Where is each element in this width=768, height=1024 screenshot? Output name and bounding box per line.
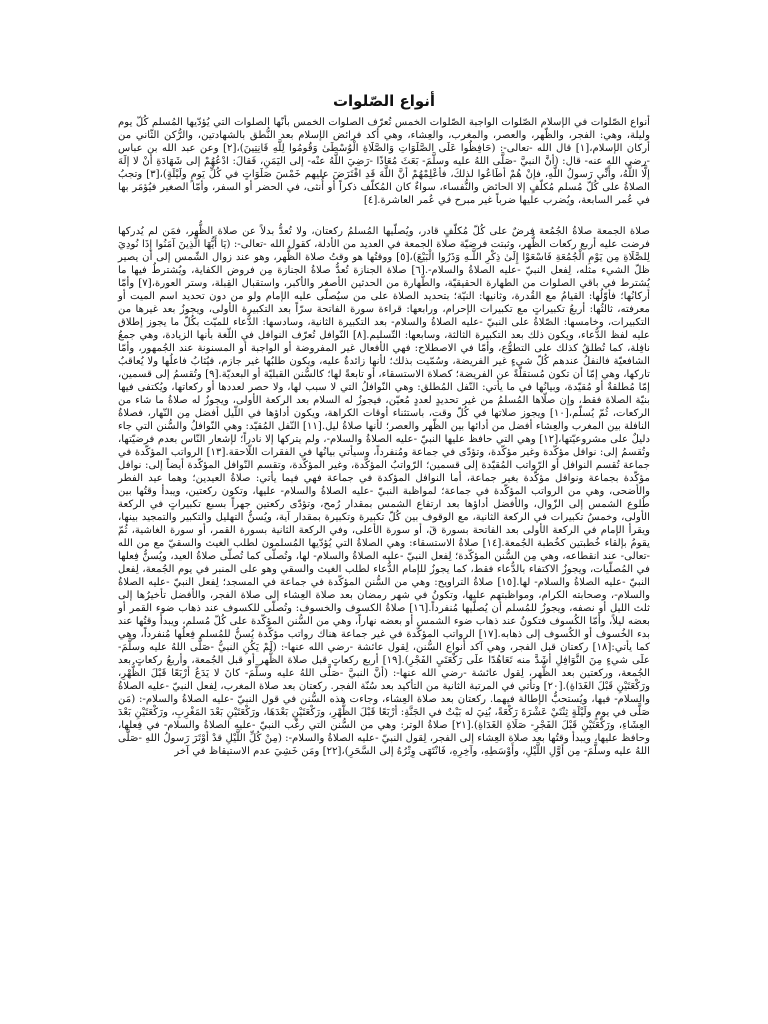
page-title: أنواع الصّلوات <box>332 92 436 110</box>
body-paragraph: صلاة الجمعة صلاةُ الجُمُعة فرضٌ على كُلّ مُكلّفٍ قادر، ويُصلّيها المُسلمُ ركعتان، ولا تُعدُّ بدلاً عن صلاة الظُّهر، فمَن لم يُدركها فرضت عليه أربع ركعات الظُّهر، وثبتت فرضيّة صلاة الجمعة في العديد من الأدلة، كقول الله -تعالى-: (يَا أَيُّهَا الَّذِينَ آمَنُوا إِذَا نُودِيَ لِلصَّلَاةِ مِن يَوْمِ الْجُمُعَةِ فَاسْعَوْا إِلَىٰ ذِكْرِ اللَّـهِ وَذَرُوا الْبَيْعَ)،[٥] ووقتُها هو وقتُ صلاة الظُّهر، وهو عند زوال الشّمس إلى أن يصير ظلّ الشيء مثله، لِفعل النبيّ -عليه الصلاةُ والسلام-.[٦] صلاة الجنازة تُعدُّ صلاةُ الجنازة مِن فروض الكفاية، ويُشترطُ فيها ما يُشترط في باقي الصلوات من الطهارة الحقيقيّة، والطّهارة من الحدثين الأصغر والأكبر، واستقبال القِبلة، وستر العورة،[٧] وأمّا أركانُها؛ فأوّلُها: القيامُ مع القُدرة، وثانيها: النيّة؛ بتحديد الصلاة على من سيُصلّى عليه الإمام ولو من دون تحديد اسم الميت أو معرفته، ثالثُها: أربعُ تكبيراتٍ مع تكبيرات الإحرام، ورابعها: قراءة سورة الفاتحة سرّاً بعد التكبيرة الأولى، ويجوزُ بعد غيرها من التكبيرات، وخامسها: الصّلاةُ على النبيّ -عليه الصلاةُ والسلام- بعد التكبيرة الثانية، وسادسها: الدُّعاء للميّت بكُلّ ما يجوز إطلاق عليه لفظ الدُّعاء، ويكون ذلك بعد التكبيرة الثالثة، وسابعها: التّسليم.[٨] النّوافل تُعرّف النوافل في اللّغة بأنها الزيادة، وهي جمعُ نافِلة، كما تُطلقُ كذلك على التطوُّع، وأمّا في الاصطلاح: فهي الأفعال غير المفروضة أو الواجبة أو المسنونة عند الجُمهور، وأمّا الشافعيّة فالنفلُ عندهم كُلّ شيءٍ غير الفريضة، وسُمّيت بذلك؛ لأنها زائدةٌ عليه، ويكون طلبُها غير جازم، فيُثابُ فاعلُها ولا يُعاقبُ تاركها، وهي إمّا أن تكون مُستقلّةً عن الفريضة؛ كصلاة الاستسقاء، أو تابعةً لها؛ كالسُّنن القبليّة أو البعديّة.[٩] وتُقسمُ إلى قسمين، إمّا مُطلقةٌ أو مُقيّدة، وبيانُها في ما يأتي: النّفل المُطلق: وهي النّوافلُ التي لا سبب لها، ولا حصر لعددها أو ركعاتها، ويُكتفى فيها بنيّة الصلاة فقط، وإن صلّاها المُسلمُ من غير تحديدٍ لعددٍ مُعيّن، فيجوزُ له السلام بعد الركعة الأولى، ويجوزُ له صلاةُ ما شاء من الركعات، ثُمّ يُسلّم،[١٠] ويجوز صلاتها في كُلّ وقت، باستثناء أوقات الكراهة، ويكون أداؤها في اللّيل أفضل مِن النّهار، فصلاةُ النافلة بين المغرب والعِشاء أفضل من أدائها بين الظّهر والعصر؛ لأنها صلاةُ ليل.[١١] النّفل المُقيّد: وهي النّوافلُ والسُّنن التي جاء دليلٌ على مشروعيّتها،[١٢] وهي التي حافظ عليها النبيّ -عليه الصلاةُ والسلام-، ولم يتركها إلا نادراً؛ لإشعار النّاس بعدم فرضيّتها، وتُقسمُ إلى: نوافل مؤكّدة وغير مؤكّدة، وتؤدّى في جماعة ومُنفرداً، وسيأتي بيانُها في الفقرات اللّاحقة.[١٣] الرواتب المؤكّدة في جماعة تُقسم النوافل أو الرّواتب المُقيّدة إلى قسمين؛ الرّواتبُ المؤكّدة، وغير المؤكّدة، وتقسم النّوافل المؤكّدة أيضاً إلى: نوافل مؤكّدة بجماعة ونوافل مؤكّدة بغير جماعة، أما النوافل المؤكدة في جماعة فهي فيما يأتي: صلاةُ العيدين؛ وهما عيد الفطر والأضحى، وهي من الرواتب المؤكّدة في جماعة؛ لمواظبة النبيّ -عليه الصلاةُ والسلام- عليها، وتكون ركعتين، ويبدأ وقتُها بين طُلوع الشمس إلى الزّوال، والأفضل أداؤها بعد ارتفاع الشمس بمقدار رُمح، وتؤدّى ركعتين جهراً بسبع تكبيراتٍ في الركعة الأولى، وخمسُ تكبيرات في الركعة الثانية، مع الوقوف بين كُلّ تكبيرة وتكبيرة بمقدار آية، ويُسنُّ التهليل والتكبير والتمجيد بينها، ويقرأ الإمام في الركعة الأولى بعد الفاتحة بسورة قٓ، أو سورة الأعلى، وفي الركعة الثانية بسورة القمر، أو سورة الغاشية، ثُمّ يقومُ بإلقاء خُطبتين كخُطبة الجُمعة.[١٤] صلاةُ الاستسقاء: وهي الصلاةُ التي يُؤدّيها المُسلمون لطلب الغيث والسقيّ مع من الله -تعالى- عند انقطاعه، وهي مِن السُّنن المؤكّدة؛ لِفعل النبيّ -عليه الصلاةُ والسلام- لها، وتُصلّى كما تُصلّى صلاةُ العيد، ويُسنُّ فِعلها في المُصلّيات، ويجوزُ الاكتفاء بالدُّعاء فقط، كما يجوزُ للإمام الدُّعاء لطلب الغيث والسقي وهو على المنبر في يوم الجُمعة، لِفعل النبيّ -عليه الصلاةُ والسلام- لها.[١٥] صلاةُ التراويح: وهي من السُّنن المؤكّدة في جماعة في المسجد؛ لِفعل النبيّ -عليه الصلاةُ والسلام-، وصحابته الكرام، ومواظبتهم عليها، وتكونُ في شهر رمضان بعد صلاة العِشاء إلى صلاة الفجر، والأفضل تأخيرُها إلى ثلث الليل أو نصفه، ويجوزُ للمُسلم أن يُصلّيها مُنفرداً.[١٦] صلاةُ الكسوف والخسوف: وتُصلّى للكسوف عند ذهاب ضوء القمر أو بعضه ليلاً، وأمّا الكُسوف فتكونُ عند ذهاب ضوء الشمس أو بعضه نهاراً، وهي من السُّنن المؤكّدة على كُلّ مُسلم، ويبدأ وقتُها عند بدء الخُسوف أو الكُسوف إلى ذهابه.[١٧] الرواتب المؤكّدة في غير جماعة هناك رواتب مؤكّدة يُسنُّ للمُسلم فِعلُها مُنفرداً، وهي كما يأتي:[١٨] ركعتان قبل الفجر، وهي آكد أنواع السُّنن، لِقول عائشة -رضي الله عنها-: (لَمْ يَكُنِ النبيُّ -صَلَّى اللهُ عليه وسلَّمَ- علَى شيءٍ مِنَ النَّوَافِلِ أشَدَّ منه تَعَاهُدًا علَى رَكْعَتَيِ الفَجْرِ).[١٩] أربع ركعاتٍ قبل صلاة الظُّهر أو قبل الجُمعة، وأربعُ ركعاتٍ بعد الجُمعة، وركعتين بعد الظُّهر، لِقول عائشة -رضي الله عنها-: (أنَّ النبيَّ -صَلَّى اللهُ عليه وسلَّمَ- كانَ لا يَدَعُ أرْبَعًا قَبْلَ الظُّهْرِ، ورَكْعَتَيْنِ قَبْلَ الغَدَاةِ).[٢٠] وتأتي في المرتبة الثانية من التأكيد بعد سُنّة الفجر. ركعتان بعد صلاة المغرب، لِفعل النبيّ -عليه الصلاةُ والسلام- فيها، ويُستحبُّ الإطالة فيهما. ركعتان بعد صلاة العِشاء، وجاءت هذه السُّنن في قول النبيّ -عليه الصلاةُ والسلام-: (مَن صَلَّى في يومٍ ولَيْلَةٍ ثِنْتَيْ عَشْرَةَ رَكْعَةً، بُنِيَ له بَيْتٌ في الجَنَّةِ: أرْبَعًا قَبْلَ الظُّهْرِ، ورَكْعَتَيْنِ بَعْدَهَا، ورَكْعَتَيْنِ بَعْدَ المَغْرِبِ، ورَكْعَتَيْنِ بَعْدَ العِشَاءِ، ورَكْعَتَيْنِ قَبْلَ الفَجْرِ- صَلَاةِ الغَدَاةِ).[٢١] صلاةُ الوتر: وهي من السُّنن التي رغّب النبيّ -عليه الصلاةُ والسلام- في فِعلها، وحافظ عليها، ويبدأ وقتُها بعد صلاة العِشاء إلى الفجر، لِقول النبيّ -عليه الصلاةُ والسلام-: (مِنْ كُلِّ اللَّيْلِ قدْ أوْتَرَ رَسولُ اللهِ -صَلَّى اللهُ عليه وسلَّمَ- مِن أوَّلِ اللَّيْلِ، وأَوْسَطِهِ، وآخِرِهِ، فَانْتَهَى وِتْرُهُ إلى السَّحَرِ)،[٢٢] ومَن خَشِيَ عدم الاستيقاظ في آخر <box>118 226 651 757</box>
intro-paragraph: أنواع الصّلوات في الإسلام الصّلوات الواجبة الصّلوات الخمس تُعرّف الصلوات الخمس بأنّها الصلوات التي يُؤدّيها المُسلم كُلّ يوم وليلة، وهي: الفجر، والظّهر، والعصر، والمغرب، والعِشاء، وهي أكد فرائض الإسلام بعد النُّطق بالشهادتين، والرُّكن الثّاني من أركان الإسلام،[١] قال الله -تعالى-: (حَافِظُوا عَلَى الصَّلَوَاتِ وَالصَّلَاةِ الْوُسْطَىٰ وَقُومُوا لِلَّهِ قَانِتِينَ)،[٢] وعن عبد الله بن عباس -رضي الله عنه- قال: (أنَّ النبيَّ -صَلَّى اللهُ عليه وسلَّمَ- بَعَثَ مُعَاذًا -رَضِيَ اللَّهُ عنْه- إلى اليَمَنِ، فَقالَ: ادْعُهُمْ إلى شَهَادَةِ أنْ لا إلَهَ إلَّا اللَّهُ، وأَنِّي رَسولُ اللَّهِ، فإنْ هُمْ أطَاعُوا لذلكَ، فأعْلِمْهُمْ أنَّ اللَّهَ قَدِ افْتَرَضَ عليهم خَمْسَ صَلَوَاتٍ في كُلِّ يَومٍ ولَيْلَةٍ)،[٣] وتجبُ الصلاةُ على كُلّ مُسلم مُكلّفٍ إلا الحائض والنُّفساء، سواءٌ كان المُكلّف ذكراً أو أُنثى، في الحضر أو السفر، وأمّا الصغير فيُؤمَر بها في عُمر السابعة، ويُضرب عليها ضرباً غير مبرح في عُمر العاشرة.[٤] <box>118 117 650 206</box>
